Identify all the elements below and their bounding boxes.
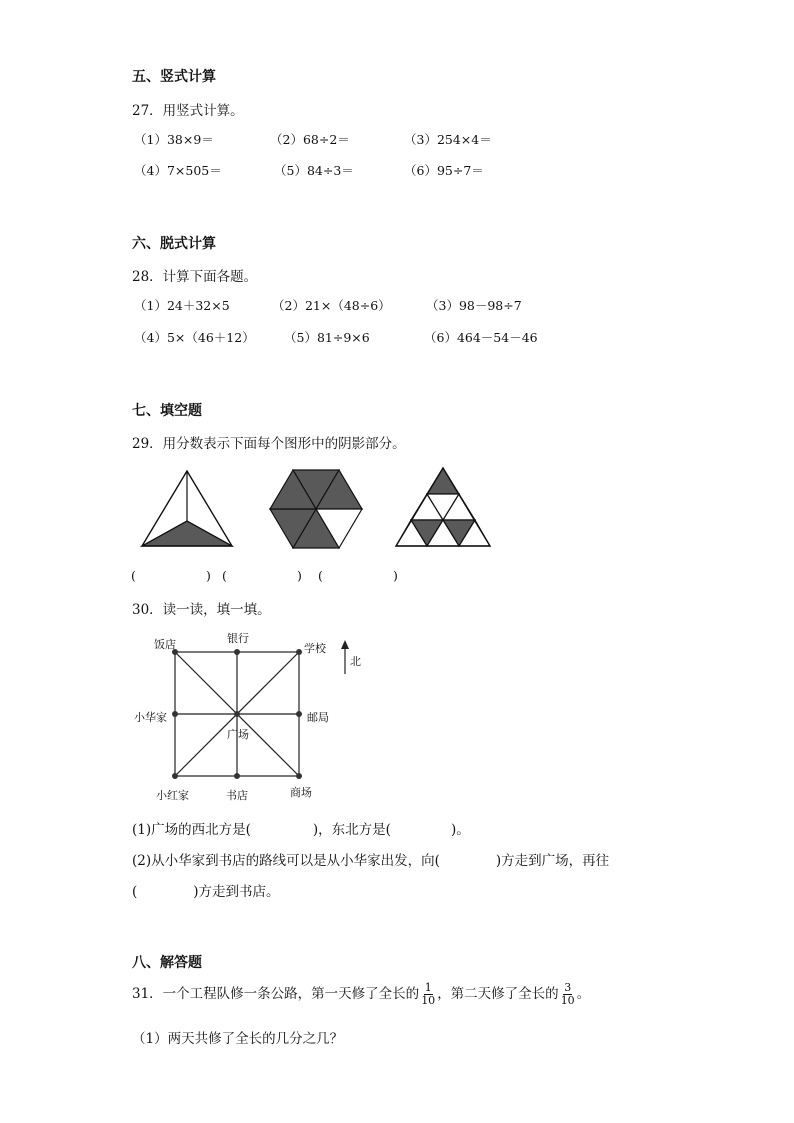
q29-blank-3-open: ( [318, 568, 323, 583]
map-label-guangchang: 广场 [227, 728, 249, 741]
question-29: 29．用分数表示下面每个图形中的阴影部分。 [132, 436, 406, 452]
q28-item-3: （3）98－98÷7 [426, 298, 522, 313]
figure-triangle-center [140, 469, 234, 548]
map-label-shangchang: 商场 [290, 786, 312, 799]
section-7-heading: 七、填空题 [132, 403, 202, 419]
q27-item-3: （3）254×4＝ [404, 132, 492, 147]
north-arrow-icon [341, 640, 349, 674]
question-31: 31．一个工程队修一条公路，第一天修了全长的 $\frac{1}{10}$ ，第二天修了全长的 $\frac{3}{10}$ 。 [132, 981, 591, 1007]
q28-item-1: （1）24＋32×5 [134, 298, 230, 313]
map-label-shudian: 书店 [226, 789, 248, 802]
map-label-youju: 邮局 [307, 711, 329, 724]
q28-item-5: （5）81÷9×6 [284, 330, 370, 345]
q27-item-1: （1）38×9＝ [134, 132, 214, 147]
q31-sub1: （1）两天共修了全长的几分之几？ [132, 1031, 344, 1047]
fraction-3-10: $\frac{3}{10}$ [560, 981, 575, 1007]
map-label-fandian: 饭店 [154, 638, 176, 651]
map-label-xiaohuajia: 小华家 [134, 711, 167, 724]
map-label-xiaohongjia: 小红家 [156, 789, 189, 802]
fraction-1-10: $\frac{1}{10}$ [421, 981, 436, 1007]
q30-sub2-line2: ( )方走到书店。 [132, 884, 280, 900]
section-6-heading: 六、脱式计算 [132, 236, 216, 252]
q30-sub2-line1: (2)从小华家到书店的路线可以是从小华家出发，向( )方走到广场，再往 [132, 853, 610, 869]
q29-blank-2-open: ( [222, 568, 227, 583]
map-label-north: 北 [350, 655, 361, 668]
q29-blank-3-close: ) [393, 568, 398, 583]
section-8-heading: 八、解答题 [132, 955, 202, 971]
q27-item-4: （4）7×505＝ [134, 163, 222, 178]
q30-sub1: (1)广场的西北方是( )，东北方是( )。 [132, 822, 470, 838]
figure-triangle-grid [395, 466, 491, 548]
section-5-heading: 五、竖式计算 [132, 69, 216, 85]
q28-item-4: （4）5×（46＋12） [134, 330, 255, 345]
q29-blank-1-open: ( [131, 568, 136, 583]
figure-hexagon [268, 468, 364, 550]
question-30: 30．读一读，填一填。 [132, 602, 271, 618]
q29-blank-1-close: ) [206, 568, 211, 583]
map-label-yinhang: 银行 [227, 632, 249, 645]
q27-item-6: （6）95÷7＝ [404, 163, 484, 178]
q27-item-2: （2）68÷2＝ [270, 132, 350, 147]
question-28: 28．计算下面各题。 [132, 269, 258, 285]
q27-item-5: （5）84÷3＝ [274, 163, 354, 178]
map-label-xuexiao: 学校 [304, 642, 326, 655]
q28-item-2: （2）21×（48÷6） [272, 298, 391, 313]
question-27: 27．用竖式计算。 [132, 103, 244, 119]
q29-blank-2-close: ) [297, 568, 302, 583]
q28-item-6: （6）464－54－46 [424, 330, 538, 345]
